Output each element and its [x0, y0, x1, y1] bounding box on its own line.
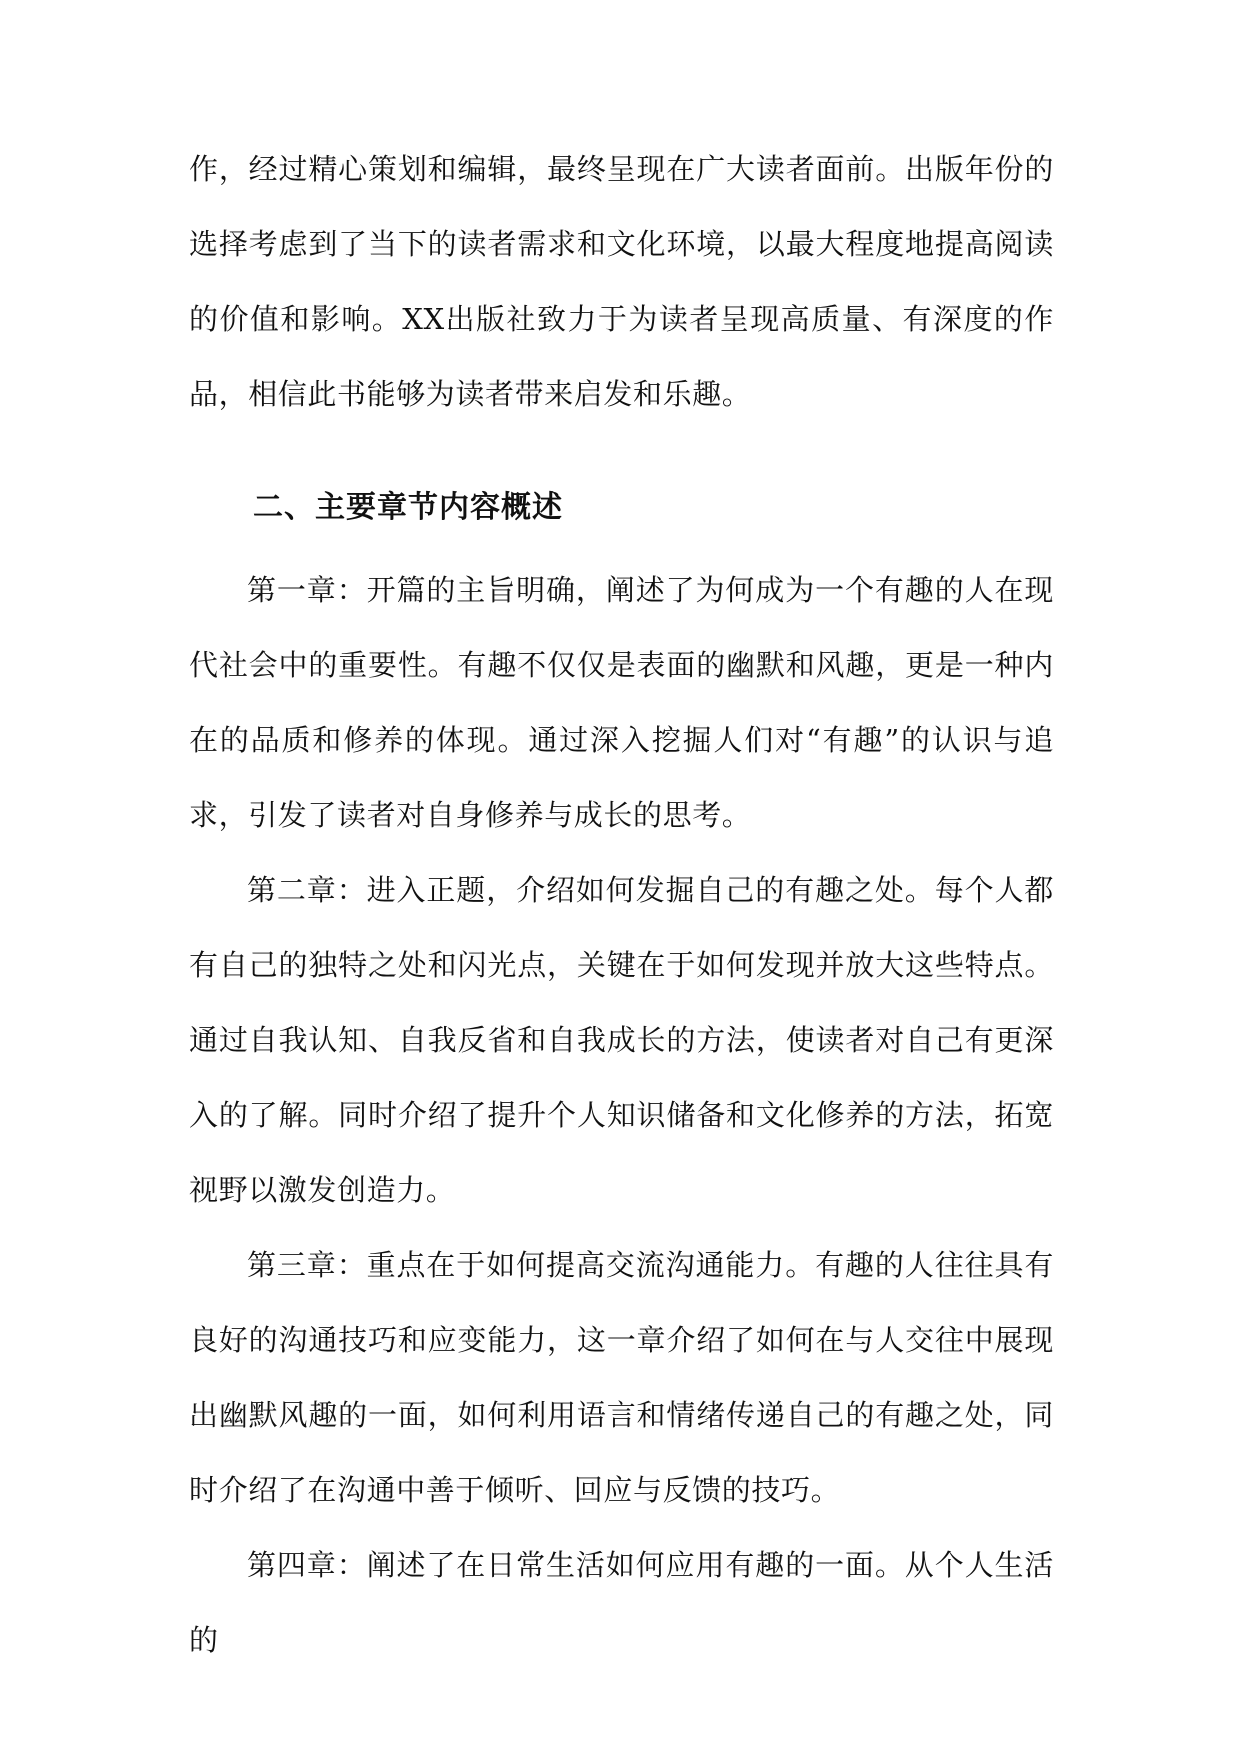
- intro-paragraph: 作，经过精心策划和编辑，最终呈现在广大读者面前。出版年份的选择考虑到了当下的读者需求和文化环境，以最大程度地提高阅读的价值和影响。XX出版社致力于为读者呈现高质量、有深度的作品，相信此书能够为读者带来启发和乐趣。: [189, 152, 1054, 411]
- chapter-4-paragraph: 第四章：阐述了在日常生活如何应用有趣的一面。从个人生活的: [189, 1548, 1054, 1657]
- chapter-1-paragraph: 第一章：开篇的主旨明确，阐述了为何成为一个有趣的人在现代社会中的重要性。有趣不仅仅是表面的幽默和风趣，更是一种内在的品质和修养的体现。通过深入挖掘人们对“有趣”的认识与追求，引发了读者对自身修养与成长的思考。: [189, 573, 1054, 832]
- chapter-2-paragraph: 第二章：进入正题，介绍如何发掘自己的有趣之处。每个人都有自己的独特之处和闪光点，关键在于如何发现并放大这些特点。通过自我认知、自我反省和自我成长的方法，使读者对自己有更深入的了解。同时介绍了提升个人知识储备和文化修养的方法，拓宽视野以激发创造力。: [189, 873, 1054, 1207]
- document-body: [189, 132, 1054, 1678]
- chapter-3-paragraph: 第三章：重点在于如何提高交流沟通能力。有趣的人往往具有良好的沟通技巧和应变能力，这一章介绍了如何在与人交往中展现出幽默风趣的一面，如何利用语言和情绪传递自己的有趣之处，同时介绍了在沟通中善于倾听、回应与反馈的技巧。: [189, 1248, 1054, 1507]
- section-heading: 二、主要章节内容概述: [253, 490, 563, 525]
